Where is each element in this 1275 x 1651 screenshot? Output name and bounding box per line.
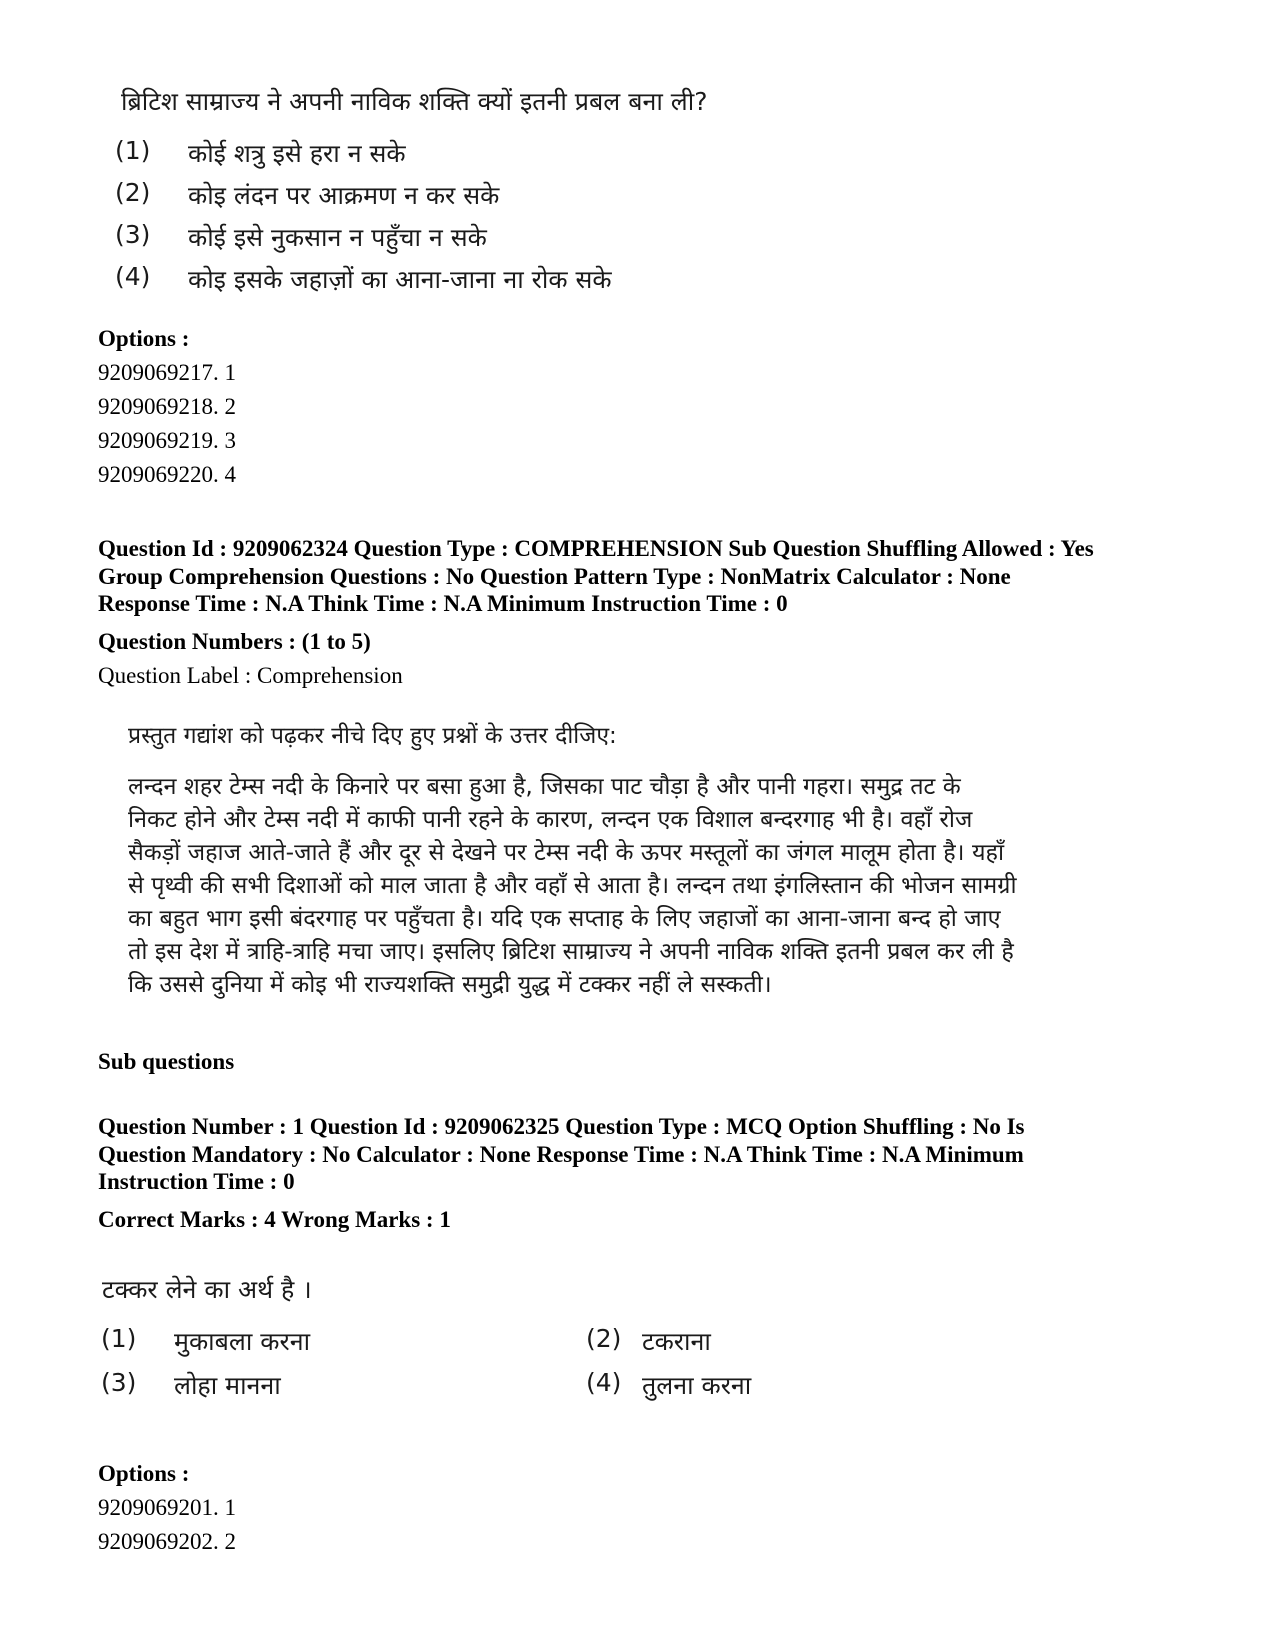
choice-number: (1) [101, 1324, 137, 1353]
option-item: 9209069220. 4 [98, 462, 236, 487]
comprehension-meta-line-3: Response Time : N.A Think Time : N.A Minimum Instruction Time : 0 [98, 591, 788, 616]
sub-choice-4 [586, 1368, 1006, 1408]
choice-number: (3) [101, 1368, 137, 1397]
choice-number: (2) [115, 178, 151, 207]
options-label: Options : [98, 326, 190, 351]
passage-line: कि उससे दुनिया में कोइ भी राज्यशक्ति समुद्री युद्ध में टक्कर नहीं ले सस्कती। [128, 970, 772, 998]
option-item: 9209069219. 3 [98, 428, 236, 453]
question-label: Question Label : Comprehension [98, 663, 403, 688]
sub-question-meta-line-3: Instruction Time : 0 [98, 1169, 295, 1194]
sub-question-meta-line-2: Question Mandatory : No Calculator : None Response Time : N.A Think Time : N.A Minimum [98, 1142, 1024, 1167]
choice-1 [115, 136, 715, 176]
choice-text: टकराना [642, 1327, 711, 1356]
choice-number: (1) [115, 136, 151, 165]
option-item: 9209069202. 2 [98, 1529, 236, 1554]
question-text: ब्रिटिश साम्राज्य ने अपनी नाविक शक्ति क्यों इतनी प्रबल बना ली? [121, 87, 708, 116]
choice-text: कोई शत्रु इसे हरा न सके [188, 139, 406, 168]
choice-text: कोइ लंदन पर आक्रमण न कर सके [188, 181, 500, 210]
sub-choice-1 [101, 1324, 521, 1364]
sub-choice-3 [101, 1368, 521, 1408]
option-item: 9209069217. 1 [98, 360, 236, 385]
marks: Correct Marks : 4 Wrong Marks : 1 [98, 1207, 451, 1232]
passage-line: का बहुत भाग इसी बंदरगाह पर पहुँचता है। यदि एक सप्ताह के लिए जहाजों का आना-जाना बन्द हो जाए [128, 904, 1001, 932]
sub-questions-heading: Sub questions [98, 1049, 235, 1074]
sub-question-text: टक्कर लेने का अर्थ है । [102, 1275, 312, 1304]
choice-text: लोहा मानना [174, 1371, 281, 1400]
options-label: Options : [98, 1461, 190, 1486]
passage-line: तो इस देश में त्राहि-त्राहि मचा जाए। इसलिए ब्रिटिश साम्राज्य ने अपनी नाविक शक्ति इतनी प्रबल कर ली है [128, 937, 1014, 965]
comprehension-meta-line-1: Question Id : 9209062324 Question Type : COMPREHENSION Sub Question Shuffling Allowed : Yes [98, 536, 1094, 561]
choice-number: (3) [115, 220, 151, 249]
passage-instruction: प्रस्तुत गद्यांश को पढ़कर नीचे दिए हुए प्रश्नों के उत्तर दीजिए: [128, 723, 617, 749]
choice-text: कोई इसे नुकसान न पहुँचा न सके [188, 223, 487, 252]
sub-question-meta-line-1: Question Number : 1 Question Id : 9209062325 Question Type : MCQ Option Shuffling : No Is [98, 1114, 1025, 1139]
passage-line: लन्दन शहर टेम्स नदी के किनारे पर बसा हुआ है, जिसका पाट चौड़ा है और पानी गहरा। समुद्र तट के [128, 772, 961, 800]
choice-3 [115, 220, 715, 260]
passage-line: निकट होने और टेम्स नदी में काफी पानी रहने के कारण, लन्दन एक विशाल बन्दरगाह भी है। वहाँ रोज [128, 805, 973, 833]
passage-line: सैकड़ों जहाज आते-जाते हैं और दूर से देखने पर टेम्स नदी के ऊपर मस्तूलों का जंगल मालूम होता है। यहाँ [128, 838, 1005, 866]
option-item: 9209069201. 1 [98, 1495, 236, 1520]
choice-text: कोइ इसके जहाज़ों का आना-जाना ना रोक सके [188, 265, 612, 294]
choice-2 [115, 178, 715, 218]
question-numbers: Question Numbers : (1 to 5) [98, 629, 371, 654]
choice-4 [115, 262, 715, 302]
option-item: 9209069218. 2 [98, 394, 236, 419]
choice-number: (4) [586, 1368, 622, 1397]
comprehension-meta-line-2: Group Comprehension Questions : No Question Pattern Type : NonMatrix Calculator : None [98, 564, 1011, 589]
choice-text: मुकाबला करना [174, 1327, 311, 1356]
choice-text: तुलना करना [642, 1371, 752, 1400]
passage-line: से पृथ्वी की सभी दिशाओं को माल जाता है और वहाँ से आता है। लन्दन तथा इंगलिस्तान की भोजन सामग्री [128, 871, 1017, 899]
choice-number: (2) [586, 1324, 622, 1353]
choice-number: (4) [115, 262, 151, 291]
passage [128, 770, 1138, 1001]
sub-choice-2 [586, 1324, 1006, 1364]
